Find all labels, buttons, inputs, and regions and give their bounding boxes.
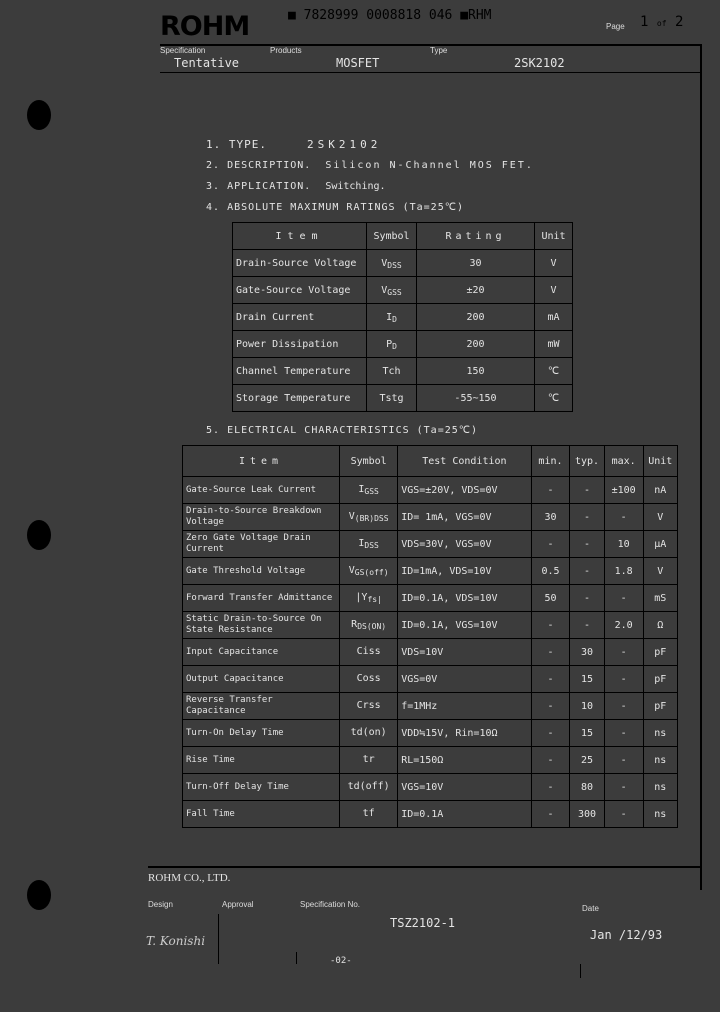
symbol-cell: tf bbox=[340, 801, 398, 828]
condition-cell: ID=0.1A bbox=[398, 801, 531, 828]
max-cell: 1.8 bbox=[604, 558, 643, 585]
max-cell: - bbox=[604, 504, 643, 531]
max-cell: 2.0 bbox=[604, 612, 643, 639]
rating-cell: 150 bbox=[417, 358, 535, 385]
item-cell: Output Capacitance bbox=[183, 666, 340, 693]
col-header: Unit bbox=[535, 223, 573, 250]
col-header: Item bbox=[233, 223, 367, 250]
unit-cell: mW bbox=[535, 331, 573, 358]
item-cell: Fall Time bbox=[183, 801, 340, 828]
company-name: ROHM CO., LTD. bbox=[148, 872, 231, 884]
table-row bbox=[183, 666, 678, 693]
col-header: Unit bbox=[643, 446, 678, 477]
specno-label: Specification No. bbox=[300, 900, 361, 909]
typ-cell: - bbox=[570, 558, 604, 585]
unit-cell: ns bbox=[643, 801, 678, 828]
section-electrical: 5. ELECTRICAL CHARACTERISTICS (Ta=25℃) bbox=[206, 425, 479, 436]
punch-hole bbox=[27, 880, 51, 910]
max-cell: - bbox=[604, 693, 643, 720]
symbol-cell: $V_{DSS}$ bbox=[367, 250, 417, 277]
condition-cell: ID=1mA, VDS=10V bbox=[398, 558, 531, 585]
symbol-cell: $I_D$ bbox=[367, 304, 417, 331]
item-cell: Input Capacitance bbox=[183, 639, 340, 666]
max-cell: ±100 bbox=[604, 477, 643, 504]
symbol-cell: $V_{GSS}$ bbox=[367, 277, 417, 304]
symbol-cell: $I_{GSS}$ bbox=[340, 477, 398, 504]
typ-cell: 30 bbox=[570, 639, 604, 666]
symbol-cell: Tstg bbox=[367, 385, 417, 412]
table-row bbox=[183, 747, 678, 774]
unit-cell: nA bbox=[643, 477, 678, 504]
item-cell: Reverse Transfer Capacitance bbox=[183, 693, 340, 720]
col-header: min. bbox=[531, 446, 570, 477]
rating-cell: -55~150 bbox=[417, 385, 535, 412]
unit-cell: Ω bbox=[643, 612, 678, 639]
unit-cell: μA bbox=[643, 531, 678, 558]
date-value: Jan /12/93 bbox=[590, 928, 663, 942]
typ-cell: - bbox=[570, 612, 604, 639]
symbol-cell: $|Y_{fs|}$ bbox=[340, 585, 398, 612]
col-header: Symbol bbox=[340, 446, 398, 477]
page-label: Page bbox=[606, 22, 625, 31]
min-cell: - bbox=[531, 666, 570, 693]
condition-cell: ID=0.1A, VGS=10V bbox=[398, 612, 531, 639]
symbol-cell: $P_D$ bbox=[367, 331, 417, 358]
table-row bbox=[183, 612, 678, 639]
sheet-mark: -02- bbox=[330, 956, 352, 966]
max-cell: - bbox=[604, 666, 643, 693]
designer-signature: T. Konishi bbox=[146, 934, 206, 948]
typ-cell: 25 bbox=[570, 747, 604, 774]
item-cell: Drain-Source Voltage bbox=[233, 250, 367, 277]
min-cell: 50 bbox=[531, 585, 570, 612]
symbol-cell: $V_{(BR)DSS}$ bbox=[340, 504, 398, 531]
typ-cell: - bbox=[570, 531, 604, 558]
condition-cell: VGS=10V bbox=[398, 774, 531, 801]
max-cell: - bbox=[604, 801, 643, 828]
section-type: 1. TYPE. 2SK2102 bbox=[206, 138, 382, 151]
specno-value: TSZ2102-1 bbox=[390, 916, 456, 930]
typ-cell: 300 bbox=[570, 801, 604, 828]
approval-label: Approval bbox=[222, 900, 254, 909]
symbol-cell: Crss bbox=[340, 693, 398, 720]
table-row bbox=[183, 531, 678, 558]
condition-cell: VDD≒15V, Rin=10Ω bbox=[398, 720, 531, 747]
table-header bbox=[233, 223, 573, 250]
min-cell: - bbox=[531, 477, 570, 504]
item-cell: Forward Transfer Admittance bbox=[183, 585, 340, 612]
col-header: Test Condition bbox=[398, 446, 531, 477]
typ-cell: - bbox=[570, 504, 604, 531]
min-cell: - bbox=[531, 531, 570, 558]
symbol-cell: Tch bbox=[367, 358, 417, 385]
symbol-cell: Coss bbox=[340, 666, 398, 693]
design-label: Design bbox=[148, 900, 173, 909]
item-cell: Turn-Off Delay Time bbox=[183, 774, 340, 801]
condition-cell: ID= 1mA, VGS=0V bbox=[398, 504, 531, 531]
spec-value: Tentative bbox=[174, 56, 240, 70]
condition-cell: f=1MHz bbox=[398, 693, 531, 720]
item-cell: Gate-Source Leak Current bbox=[183, 477, 340, 504]
symbol-cell: $V_{GS(off)}$ bbox=[340, 558, 398, 585]
section-abs-max: 4. ABSOLUTE MAXIMUM RATINGS (Ta=25℃) bbox=[206, 202, 464, 213]
table-row bbox=[233, 277, 573, 304]
unit-cell: mS bbox=[643, 585, 678, 612]
max-cell: - bbox=[604, 639, 643, 666]
unit-cell: ns bbox=[643, 747, 678, 774]
item-cell: Drain Current bbox=[233, 304, 367, 331]
table-row bbox=[233, 250, 573, 277]
type-label: Type bbox=[430, 46, 448, 55]
absolute-max-ratings-table bbox=[232, 222, 573, 412]
min-cell: - bbox=[531, 639, 570, 666]
item-cell: Gate-Source Voltage bbox=[233, 277, 367, 304]
min-cell: - bbox=[531, 774, 570, 801]
table-row bbox=[183, 639, 678, 666]
section-description: 2. DESCRIPTION. Silicon N-Channel MOS FET. bbox=[206, 160, 534, 171]
rohm-logo: ROHM bbox=[160, 11, 250, 42]
symbol-cell: td(on) bbox=[340, 720, 398, 747]
page-number: 1 of 2 bbox=[640, 14, 684, 30]
punch-hole bbox=[27, 100, 51, 130]
item-cell: Turn-On Delay Time bbox=[183, 720, 340, 747]
min-cell: 0.5 bbox=[531, 558, 570, 585]
unit-cell: ℃ bbox=[535, 385, 573, 412]
unit-cell: V bbox=[643, 504, 678, 531]
typ-cell: 15 bbox=[570, 666, 604, 693]
item-cell: Power Dissipation bbox=[233, 331, 367, 358]
min-cell: - bbox=[531, 747, 570, 774]
document-code: ■ 7828999 0008818 046 ■RHM bbox=[288, 8, 492, 23]
condition-cell: ID=0.1A, VDS=10V bbox=[398, 585, 531, 612]
max-cell: 10 bbox=[604, 531, 643, 558]
condition-cell: VGS=±20V, VDS=0V bbox=[398, 477, 531, 504]
col-header: max. bbox=[604, 446, 643, 477]
table-row bbox=[233, 304, 573, 331]
products-value: MOSFET bbox=[336, 56, 380, 70]
rating-cell: 200 bbox=[417, 304, 535, 331]
date-label: Date bbox=[582, 904, 599, 913]
rating-cell: 200 bbox=[417, 331, 535, 358]
table-row bbox=[233, 331, 573, 358]
typ-cell: - bbox=[570, 477, 604, 504]
punch-hole bbox=[27, 520, 51, 550]
condition-cell: VGS=0V bbox=[398, 666, 531, 693]
unit-cell: V bbox=[643, 558, 678, 585]
table-row bbox=[183, 585, 678, 612]
symbol-cell: $R_{DS(ON)}$ bbox=[340, 612, 398, 639]
spec-label: Specification bbox=[160, 46, 206, 55]
condition-cell: VDS=30V, VGS=0V bbox=[398, 531, 531, 558]
rating-cell: 30 bbox=[417, 250, 535, 277]
max-cell: - bbox=[604, 720, 643, 747]
table-row bbox=[183, 774, 678, 801]
col-header: typ. bbox=[570, 446, 604, 477]
item-cell: Drain-to-Source Breakdown Voltage bbox=[183, 504, 340, 531]
table-row bbox=[183, 693, 678, 720]
max-cell: - bbox=[604, 747, 643, 774]
table-row bbox=[233, 358, 573, 385]
symbol-cell: tr bbox=[340, 747, 398, 774]
min-cell: - bbox=[531, 720, 570, 747]
item-cell: Gate Threshold Voltage bbox=[183, 558, 340, 585]
min-cell: - bbox=[531, 612, 570, 639]
min-cell: - bbox=[531, 693, 570, 720]
unit-cell: V bbox=[535, 250, 573, 277]
condition-cell: VDS=10V bbox=[398, 639, 531, 666]
min-cell: - bbox=[531, 801, 570, 828]
condition-cell: RL=150Ω bbox=[398, 747, 531, 774]
typ-cell: - bbox=[570, 585, 604, 612]
unit-cell: ns bbox=[643, 720, 678, 747]
table-header bbox=[183, 446, 678, 477]
rating-cell: ±20 bbox=[417, 277, 535, 304]
item-cell: Channel Temperature bbox=[233, 358, 367, 385]
products-label: Products bbox=[270, 46, 302, 55]
col-header: Rating bbox=[417, 223, 535, 250]
typ-cell: 15 bbox=[570, 720, 604, 747]
max-cell: - bbox=[604, 774, 643, 801]
col-header: Item bbox=[183, 446, 340, 477]
table-row bbox=[183, 720, 678, 747]
electrical-characteristics-table bbox=[182, 445, 678, 828]
item-cell: Rise Time bbox=[183, 747, 340, 774]
section-application: 3. APPLICATION. Switching. bbox=[206, 181, 386, 192]
symbol-cell: Ciss bbox=[340, 639, 398, 666]
unit-cell: ℃ bbox=[535, 358, 573, 385]
typ-cell: 80 bbox=[570, 774, 604, 801]
table-row bbox=[233, 385, 573, 412]
unit-cell: pF bbox=[643, 693, 678, 720]
max-cell: - bbox=[604, 585, 643, 612]
table-row bbox=[183, 558, 678, 585]
table-row bbox=[183, 477, 678, 504]
unit-cell: pF bbox=[643, 639, 678, 666]
col-header: Symbol bbox=[367, 223, 417, 250]
symbol-cell: td(off) bbox=[340, 774, 398, 801]
item-cell: Zero Gate Voltage Drain Current bbox=[183, 531, 340, 558]
item-cell: Storage Temperature bbox=[233, 385, 367, 412]
typ-cell: 10 bbox=[570, 693, 604, 720]
item-cell: Static Drain-to-Source On State Resistance bbox=[183, 612, 340, 639]
table-row bbox=[183, 504, 678, 531]
unit-cell: mA bbox=[535, 304, 573, 331]
unit-cell: pF bbox=[643, 666, 678, 693]
unit-cell: ns bbox=[643, 774, 678, 801]
unit-cell: V bbox=[535, 277, 573, 304]
table-row bbox=[183, 801, 678, 828]
min-cell: 30 bbox=[531, 504, 570, 531]
type-value: 2SK2102 bbox=[514, 56, 565, 70]
symbol-cell: $I_{DSS}$ bbox=[340, 531, 398, 558]
